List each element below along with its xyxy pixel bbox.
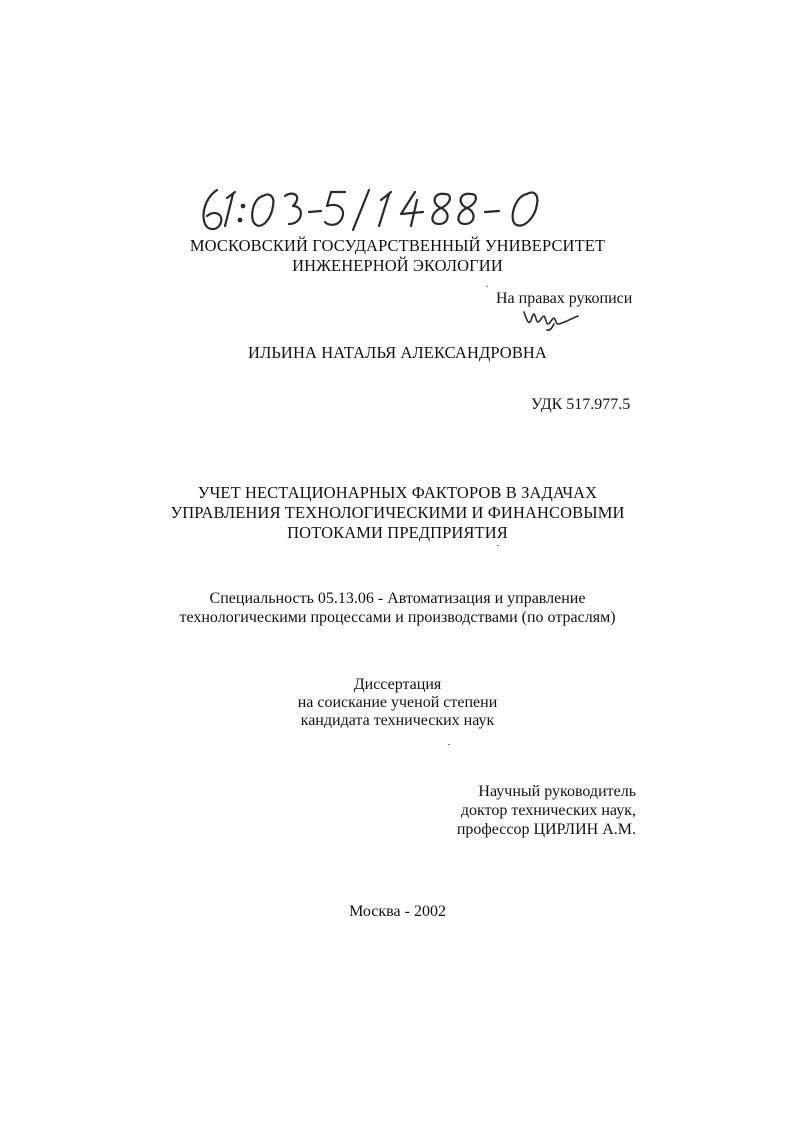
specialty [0,589,795,627]
udk-code: УДК 517.977.5 [531,396,631,413]
specialty-line-1: Специальность 05.13.06 - Автоматизация и управление [209,590,586,607]
degree-statement [0,676,795,730]
dissertation-title [0,483,795,543]
degree-line-2: на соискание ученой степени [297,694,498,711]
scientific-supervisor [456,782,636,839]
university-line-2: ИНЖЕНЕРНОЙ ЭКОЛОГИИ [292,256,503,275]
handwritten-archive-number [193,184,553,236]
city-and-year: Москва - 2002 [349,903,446,920]
author-name: ИЛЬИНА НАТАЛЬЯ АЛЕКСАНДРОВНА [248,343,547,362]
scan-speck [486,286,488,287]
scan-speck [497,545,499,546]
title-line-2: УПРАВЛЕНИЯ ТЕХНОЛОГИЧЕСКИМИ И ФИНАНСОВЫМИ [170,503,625,522]
supervisor-line-3: профессор ЦИРЛИН А.М. [456,821,636,838]
title-line-3: ПОТОКАМИ ПРЕДПРИЯТИЯ [287,523,508,542]
supervisor-line-2: доктор технических наук, [460,802,636,819]
rights-note: На правах рукописи [496,290,633,307]
supervisor-line-1: Научный руководитель [478,783,636,800]
university-line-1: МОСКОВСКИЙ ГОСУДАРСТВЕННЫЙ УНИВЕРСИТЕТ [189,236,606,255]
title-line-1: УЧЕТ НЕСТАЦИОНАРНЫХ ФАКТОРОВ В ЗАДАЧАХ [197,483,598,502]
degree-line-1: Диссертация [353,676,442,693]
university-name [0,236,795,276]
scan-speck [448,744,450,745]
degree-line-3: кандидата технических наук [300,712,495,729]
signature [520,306,580,332]
specialty-line-2: технологическими процессами и производствами (по отраслям) [179,609,616,626]
